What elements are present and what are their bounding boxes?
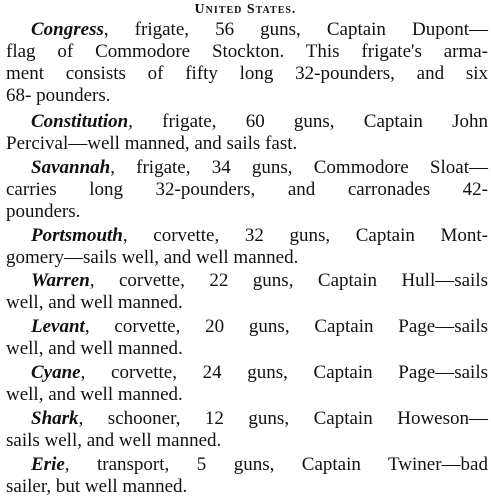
- ship-name-cyane: Cyane: [31, 362, 81, 383]
- entry-congress-line-2: flag of Commodore Stockton. This frigate's arma-: [6, 41, 488, 62]
- entry-savannah-line-1: [31, 157, 488, 179]
- ship-name-shark: Shark: [31, 408, 79, 429]
- section-heading: United States.: [194, 2, 297, 17]
- entry-portsmouth-line-2: gomery—sails well, and well manned.: [6, 247, 299, 268]
- entry-text: , frigate, 56 guns, Captain Dupont—: [103, 19, 488, 40]
- entry-congress-line-1: [31, 19, 488, 41]
- entry-cyane-line-2: well, and well manned.: [6, 384, 183, 405]
- entry-erie-line-1: [31, 454, 488, 476]
- ship-name-erie: Erie: [31, 454, 65, 475]
- ship-name-warren: Warren: [31, 270, 90, 291]
- entry-congress-line-4: 68- pounders.: [6, 85, 111, 106]
- entry-erie-line-2: sailer, but well manned.: [6, 476, 188, 497]
- entry-constitution-line-2: Percival—well manned, and sails fast.: [6, 133, 298, 154]
- entry-levant-line-1: [31, 316, 488, 338]
- ship-name-levant: Levant: [31, 316, 85, 337]
- entry-text: , frigate, 60 guns, Captain John: [128, 111, 488, 132]
- ship-name-congress: Congress: [31, 19, 104, 40]
- entry-cyane-line-1: [31, 362, 488, 384]
- entry-shark-line-2: sails well, and well manned.: [6, 430, 222, 451]
- entry-savannah-line-2: carries long 32-pounders, and carronades 42-: [6, 179, 488, 200]
- entry-text: , corvette, 32 guns, Captain Mont-: [122, 225, 488, 246]
- entry-portsmouth-line-1: [31, 225, 488, 247]
- entry-levant-line-2: well, and well manned.: [6, 338, 183, 359]
- entry-savannah-line-3: pounders.: [6, 201, 81, 222]
- entry-text: , corvette, 20 guns, Captain Page—sails: [84, 316, 488, 337]
- entry-shark-line-1: [31, 408, 488, 430]
- entry-text: , schooner, 12 guns, Captain Howeson—: [78, 408, 488, 429]
- ship-name-constitution: Constitution: [31, 111, 129, 132]
- entry-text: , corvette, 22 guns, Captain Hull—sails: [89, 270, 488, 291]
- entry-warren-line-2: well, and well manned.: [6, 292, 183, 313]
- ship-name-savannah: Savannah: [31, 157, 111, 178]
- entry-text: , transport, 5 guns, Captain Twiner—bad: [64, 454, 488, 475]
- entry-constitution-line-1: [31, 111, 488, 133]
- entry-congress-line-3: ment consists of fifty long 32-pounders, and six: [6, 63, 488, 84]
- entry-text: , corvette, 24 guns, Captain Page—sails: [80, 362, 488, 383]
- entry-text: , frigate, 34 guns, Commodore Sloat—: [110, 157, 488, 178]
- entry-warren-line-1: [31, 270, 488, 292]
- ship-name-portsmouth: Portsmouth: [31, 225, 123, 246]
